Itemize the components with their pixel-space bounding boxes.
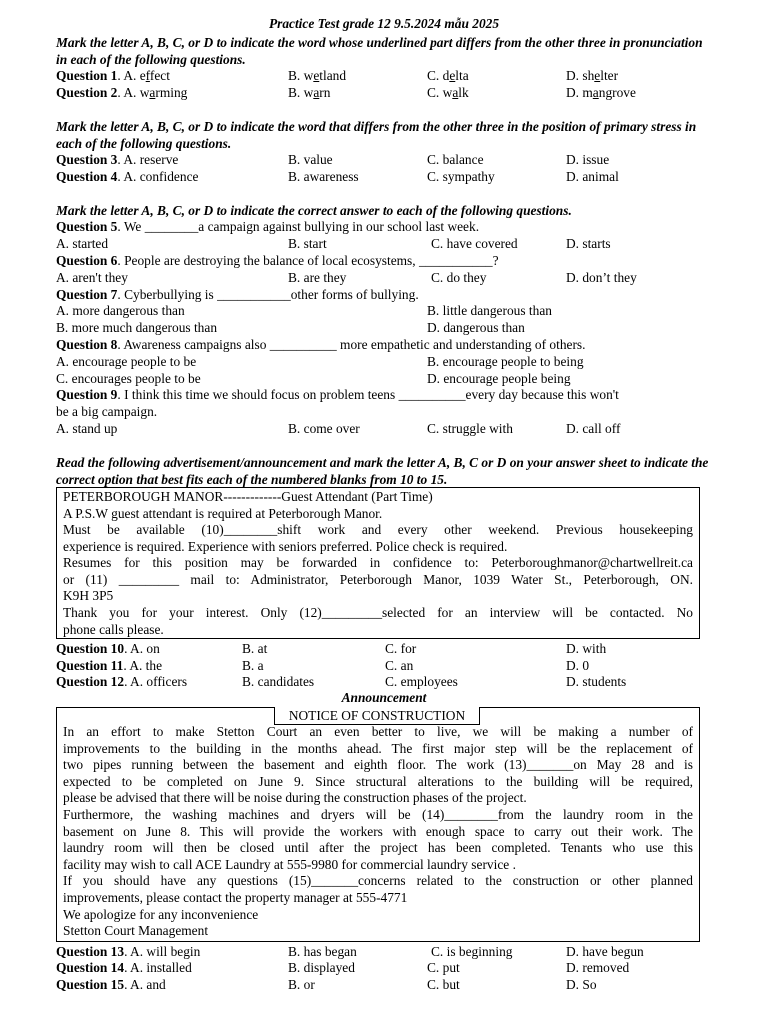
option-d: D. issue (566, 152, 610, 167)
option-d: D. students (566, 674, 627, 689)
option-c: C. employees (385, 674, 458, 689)
option-c: C. is beginning (431, 944, 513, 959)
option-d: D. shelter (566, 68, 619, 83)
option-c: B. more much dangerous than (56, 320, 218, 335)
page-title: Practice Test grade 12 9.5.2024 mẫu 2025 (268, 16, 500, 31)
option-c: C. struggle with (427, 421, 513, 436)
option-b: B. displayed (288, 960, 355, 975)
section1-instruction: Mark the letter A, B, C, or D to indicate the word whose underlined part differs from the other three in pronunciation in each of the following questions. (56, 35, 703, 67)
option-a: A. more dangerous than (56, 303, 185, 318)
option-b: B. awareness (288, 169, 359, 184)
option-a: A. encourage people to be (56, 354, 197, 369)
question-4: Question 4. A. confidence (56, 169, 199, 184)
question-7: Question 7. Cyberbullying is ___________other forms of bullying. (56, 287, 419, 302)
option-c: C. balance (427, 152, 484, 167)
option-d: D. animal (566, 169, 619, 184)
section3-instruction: Mark the letter A, B, C, or D to indicate the correct answer to each of the following questions. (56, 203, 572, 218)
announcement-label: Announcement (341, 690, 427, 705)
question-9-continued: be a big campaign. (56, 404, 158, 419)
option-b: B. are they (288, 270, 347, 285)
option-b: B. encourage people to being (427, 354, 584, 369)
option-c: C. do they (431, 270, 487, 285)
option-b: B. candidates (242, 674, 315, 689)
question-2: Question 2. A. warming (56, 85, 188, 100)
ad-paragraph: Must be available (10)________shift work and every other weekend. Previous housekeeping experience is required. Experience with seniors preferred. Police check is required. Resumes for this position may be forwarded in confidence to: Peterboroughmanor@chartwellreit.ca or (11) _________ mail to: Administrator, Peterborough Manor, 1039 Water St., Peterborough, ON. K9H 3P5 Thank you for your interest. Only (12)_________selected for an interview will be contacted. No phone calls please. (63, 522, 693, 637)
ad-line: A P.S.W guest attendant is required at Peterborough Manor. (63, 506, 383, 521)
option-d: D. don’t they (566, 270, 637, 285)
option-b: B. a (242, 658, 264, 673)
section4-instruction: Read the following advertisement/announcement and mark the letter A, B, C or D on your answer sheet to indicate the correct option that best fits each of the numbered blanks from 10 to 15. (56, 455, 709, 487)
option-c: C. encourages people to be (56, 371, 201, 386)
option-a: A. started (56, 236, 109, 251)
option-a: A. stand up (56, 421, 118, 436)
option-d: D. with (566, 641, 607, 656)
option-a: A. aren't they (56, 270, 128, 285)
question-15: Question 15. A. and (56, 977, 166, 992)
option-d: D. 0 (566, 658, 590, 673)
option-c: C. put (427, 960, 460, 975)
option-d: D. mangrove (566, 85, 636, 100)
option-d: D. call off (566, 421, 621, 436)
question-12: Question 12. A. officers (56, 674, 188, 689)
question-1: Question 1. A. effect (56, 68, 170, 83)
option-c: C. an (385, 658, 414, 673)
option-b: B. at (242, 641, 268, 656)
option-d: D. have begun (566, 944, 644, 959)
question-9: Question 9. I think this time we should focus on problem teens __________every day because this won't (56, 387, 619, 402)
option-b: B. has began (288, 944, 357, 959)
question-8: Question 8. Awareness campaigns also __________ more empathetic and understanding of others. (56, 337, 586, 352)
option-b: B. wetland (288, 68, 347, 83)
question-11: Question 11. A. the (56, 658, 163, 673)
notice-heading: NOTICE OF CONSTRUCTION (288, 708, 466, 723)
option-d: D. So (566, 977, 597, 992)
option-b: B. warn (288, 85, 331, 100)
option-c: C. sympathy (427, 169, 495, 184)
option-d: D. encourage people being (427, 371, 571, 386)
question-13: Question 13. A. will begin (56, 944, 201, 959)
option-c: C. delta (427, 68, 469, 83)
option-b: B. value (288, 152, 333, 167)
option-d: D. starts (566, 236, 611, 251)
section2-instruction: Mark the letter A, B, C, or D to indicate the word that differs from the other three in the position of primary stress in each of the following questions. (56, 119, 697, 151)
option-c: C. for (385, 641, 417, 656)
option-c: C. have covered (431, 236, 518, 251)
question-10: Question 10. A. on (56, 641, 160, 656)
option-b: B. or (288, 977, 315, 992)
question-6: Question 6. People are destroying the balance of local ecosystems, ___________? (56, 253, 499, 268)
option-b: B. come over (288, 421, 360, 436)
question-3: Question 3. A. reserve (56, 152, 179, 167)
question-5: Question 5. We ________a campaign against bullying in our school last week. (56, 219, 480, 234)
notice-paragraph: In an effort to make Stetton Court an even better to live, we will be making a number of improvements to the building in the months ahead. The first major step will be the replacement of two pipes running between the basement and eighth floor. The work (13)_______on May 28 and is expected to be completed on June 9. Since structural alterations to the building will be required, please be advised that there will be noise during the construction phases of the project. Furthermore, the washing machines and dryers will be (14)________from the laundry room in the basement on June 8. This will provide the workers with enough space to carry out their work. The laundry room will then be closed until after the project has been completed. Tenants who use this facility may wish to call ACE Laundry at 555-9980 for commercial laundry service . If you should have any questions (15)_______concerns related to the construction or other planned improvements, please contact the property manager at 555-4771 We apologize for any inconvenience Stetton Court Management (63, 724, 693, 939)
option-c: C. walk (427, 85, 469, 100)
option-b: B. start (288, 236, 327, 251)
option-b: B. little dangerous than (427, 303, 552, 318)
option-d: D. dangerous than (427, 320, 525, 335)
option-c: C. but (427, 977, 460, 992)
ad-heading: PETERBOROUGH MANOR-------------Guest Attendant (Part Time) (63, 489, 433, 504)
question-14: Question 14. A. installed (56, 960, 192, 975)
option-d: D. removed (566, 960, 630, 975)
question-label: Question 1 (56, 68, 118, 83)
